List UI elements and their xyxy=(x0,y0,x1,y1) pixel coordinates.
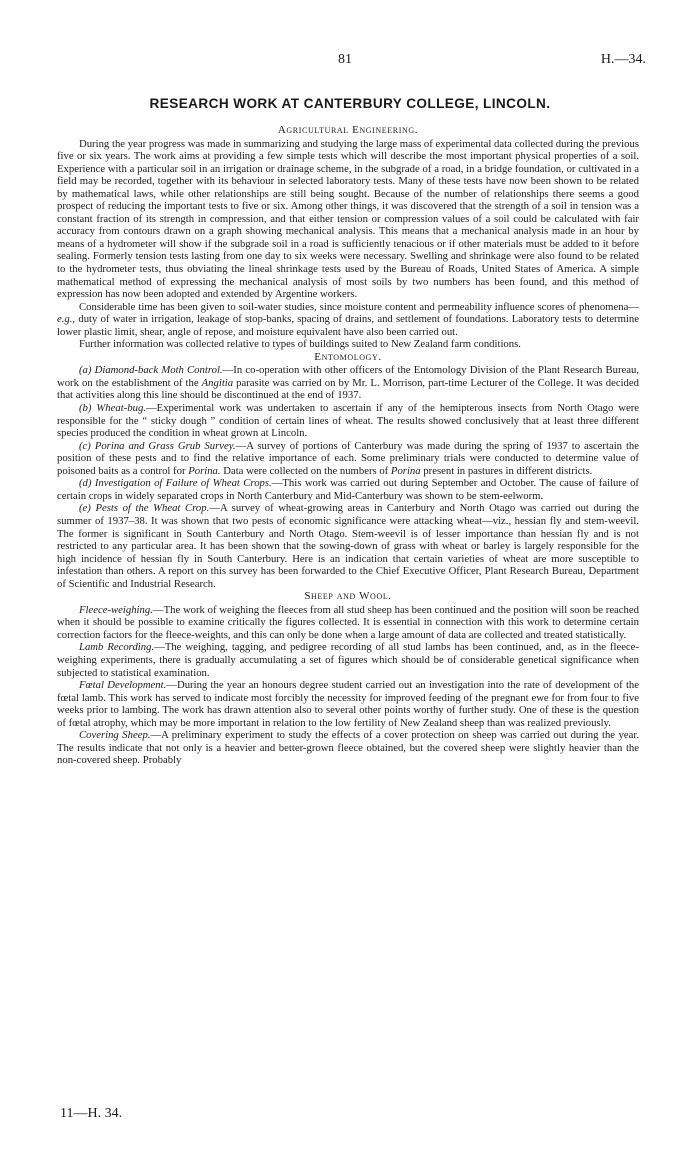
paragraph: (b) Wheat-bug.—Experimental work was undertaken to ascertain if any of the hemipterous insects from North Otago were responsible for the “ sticky dough ” condition of certain lines of wheat. The results showed conclusively that at least three different species produced the condition in wheat grown at Lincoln. xyxy=(57,402,639,440)
paragraph: (d) Investigation of Failure of Wheat Crops.—This work was carried out during September and October. The cause of failure of certain crops in widely separated crops in North Canterbury and Mid-Canterbury was shown to be stem-eelworm. xyxy=(57,477,639,502)
document-title: RESEARCH WORK AT CANTERBURY COLLEGE, LINCOLN. xyxy=(149,96,551,111)
paragraph: (a) Diamond-back Moth Control.—In co-operation with other officers of the Entomology Division of the Plant Research Bureau, work on the establishment of the Angitia parasite was carried on by Mr. L. Morrison, part-time Lecturer of the College. It was decided that activities along this line should be discontinued at the end of 1937. xyxy=(57,364,640,402)
paragraph: Lamb Recording.—The weighing, tagging, and pedigree recording of all stud lambs has been continued, and, as in the fleece-weighing experiments, there is gradually accumulating a set of figures which should be of considerable genetical significance when subjected to statistical examination. xyxy=(57,641,639,679)
section-heading-sheep-and-wool: Sheep and Wool. xyxy=(304,590,392,603)
page-reference: H.—34. xyxy=(600,52,646,67)
section-heading-entomology: Entomology. xyxy=(314,350,382,363)
paragraph: During the year progress was made in summarizing and studying the large mass of experimental data collected during the previous five or six years. The work aims at providing a few simple tests which will describe the most important physical properties of a soil. Experience with a particular soil in an irrigation or drainage scheme, in the subgrade of a road, in a bridge foundation, or cultivated in a field may be recorded, together with its behaviour in selected laboratory tests. Many of these tests have now been shown to be related by mathematical laws, while other relationships are still being sought. Because of the number of relationships there seems a good prospect of reducing the important tests to five or six. Among other things, it was discovered that the strength of a soil in tension was a constant fraction of its strength in compression, and that either tension or compression values of a soil could be calculated with fair accuracy from contours drawn on a graph showing mechanical analysis. This means that a mechanical analysis made in an hour by means of a hydrometer will show if the subgrade soil in a road is sufficiently tenacious or if other materials must be added to it before sealing. Formerly tension tests lasting from one day to six weeks were necessary. Swelling and shrinkage were also found to be related to the hydrometer tests, thus obviating the lineal shrinkage tests used by the Bureau of Roads, United States of America. A simple mathematical method of expressing the mechanical analysis of most soils by two numbers has been found, and this method of expression has now been adopted and extended by Argentine workers. xyxy=(57,137,639,301)
page-number: 81 xyxy=(338,52,352,67)
page-footer-signature: 11—H. 34. xyxy=(60,1106,123,1121)
section-heading-agricultural-engineering: Agricultural Engineering. xyxy=(277,124,419,136)
page-header xyxy=(0,52,700,72)
paragraph: Fœtal Development.—During the year an honours degree student carried out an investigation into the rate of development of the fœtal lamb. This work has served to indicate most forcibly the necessity for improved feeding of the pregnant ewe for from four to five weeks prior to lambing. The work has drawn attention also to several other points worthy of further study. One of these is the question of fœtal atrophy, which may be more important in relation to the low fertility of New Zealand sheep than was realized previously. xyxy=(57,679,639,729)
paragraph: Fleece-weighing.—The work of weighing the fleeces from all stud sheep has been continued and the position will soon be reached when it should be possible to examine critically the figures collected. It is essential in connection with this work to determine certain correction factors for the fleece-weights, and this can only be done when a large amount of data are collected and treated statistically. xyxy=(57,603,639,641)
document-body xyxy=(57,124,639,767)
paragraph: Covering Sheep.—A preliminary experiment to study the effects of a cover protection on sheep was carried out during the year. The results indicate that not only is a heavier and better-grown fleece obtained, but the covered sheep were slightly heavier than the non-covered sheep. Probably xyxy=(57,729,639,767)
paragraph: Further information was collected relative to types of buildings suited to New Zealand farm conditions. xyxy=(79,338,521,351)
paragraph: Considerable time has been given to soil-water studies, since moisture content and permeability influence scores of phenomena—e.g., duty of water in irrigation, leakage of stop-banks, spacing of drains, and settlement of foundations. Laboratory tests to determine lower plastic limit, shear, angle of repose, and moisture equivalent have also been carried out. xyxy=(57,300,639,338)
paragraph: (c) Porina and Grass Grub Survey.—A survey of portions of Canterbury was made during the spring of 1937 to ascertain the position of these pests and to find the relative importance of each. Some preliminary trials were conducted to determine value of poisoned baits as a control for Porina. Data were collected on the numbers of Porina present in pastures in different districts. xyxy=(57,439,640,477)
paragraph: (e) Pests of the Wheat Crop.—A survey of wheat-growing areas in Canterbury and North Otago was carried out during the summer of 1937–38. It was shown that two pests of economic significance were attacking wheat—viz., hessian fly and stem-weevil. The former is significant in South Canterbury and North Otago. Stem-weevil is of lesser importance than hessian fly and is not restricted to any particular area. It has been shown that the sowing-down of grass with wheat or barley is largely responsible for the high incidence of hessian fly in South Canterbury. Here is an indication that certain varieties of wheat are more susceptible to infestation than others. A report on this survey has been forwarded to the Chief Executive Officer, Plant Research Bureau, Department of Scientific and Industrial Research. xyxy=(57,502,640,590)
